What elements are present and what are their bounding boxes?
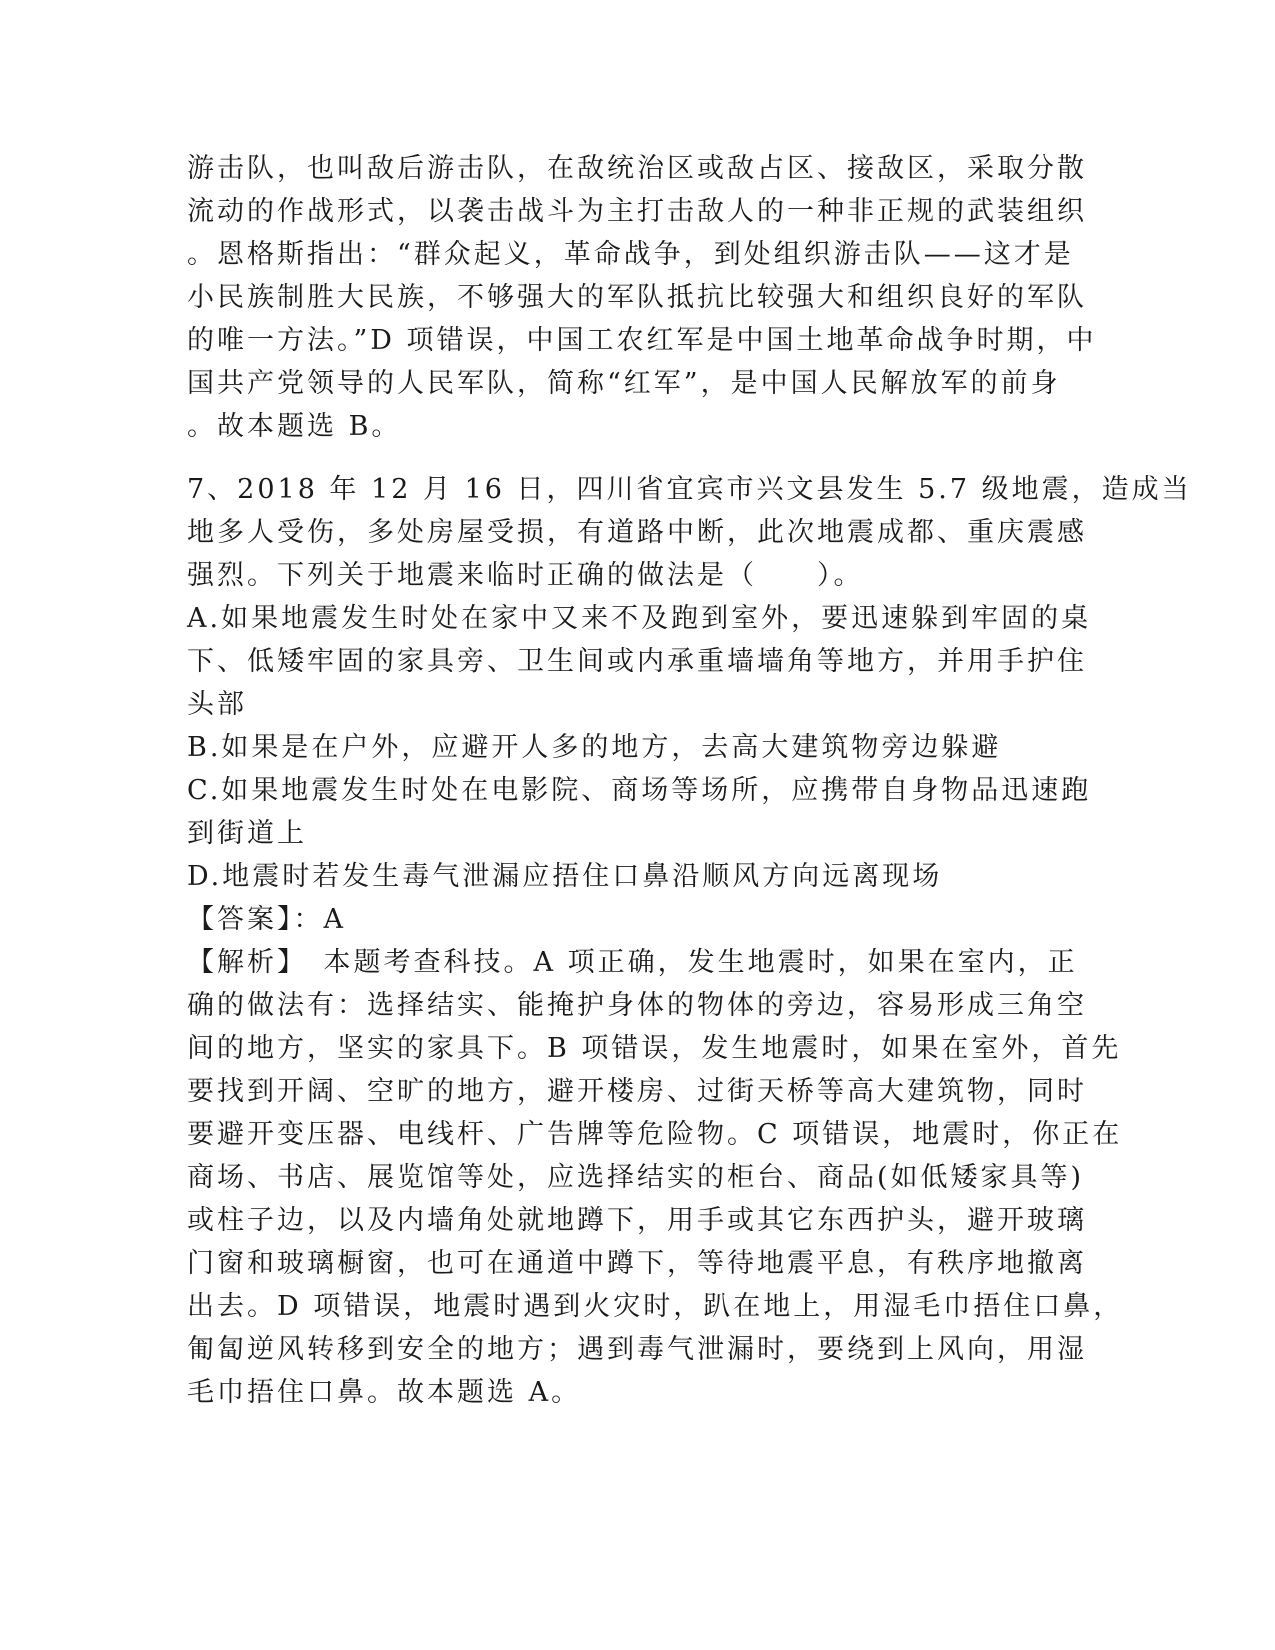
option-d xyxy=(187,855,1087,898)
text-line: 下、低矮牢固的家具旁、卫生间或内承重墙墙角等地方，并用手护住 xyxy=(187,646,1087,677)
text-line: 的唯一方法。”D 项错误，中国工农红军是中国土地革命战争时期，中 xyxy=(187,325,1097,356)
text-line: 要避开变压器、电线杆、广告牌等危险物。C 项错误，地震时，你正在 xyxy=(187,1119,1123,1150)
text-line: 或柱子边，以及内墙角处就地蹲下，用手或其它东西护头，避开玻璃 xyxy=(187,1205,1087,1236)
text-line: C.如果地震发生时处在电影院、商场等场所，应携带自身物品迅速跑 xyxy=(187,775,1092,806)
text-line: 间的地方，坚实的家具下。B 项错误，发生地震时，如果在室外，首先 xyxy=(187,1033,1122,1064)
text-line: 到街道上 xyxy=(187,818,307,849)
text-line: 强烈。下列关于地震来临时正确的做法是（ ）。 xyxy=(187,560,864,591)
text-line: 国共产党领导的人民军队，简称“红军”，是中国人民解放军的前身 xyxy=(187,368,1061,399)
text-line: 游击队，也叫敌后游击队，在敌统治区或敌占区、接敌区，采取分散 xyxy=(187,153,1087,184)
option-a xyxy=(187,597,1092,726)
text-line: 出去。D 项错误，地震时遇到火灾时，趴在地上，用湿毛巾捂住口鼻， xyxy=(187,1291,1124,1322)
text-line: 毛巾捂住口鼻。故本题选 A。 xyxy=(187,1377,582,1408)
text-line: 流动的作战形式，以袭击战斗为主打击敌人的一种非正规的武装组织 xyxy=(187,196,1087,227)
text-line: 。恩格斯指出：“群众起义，革命战争，到处组织游击队——这才是 xyxy=(187,239,1074,270)
answer xyxy=(187,898,1087,941)
text-line: 地多人受伤，多处房屋受损，有道路中断，此次地震成都、重庆震感 xyxy=(187,517,1087,548)
text-line: 头部 xyxy=(187,689,247,720)
question-7-block xyxy=(187,468,1192,1414)
option-c xyxy=(187,769,1092,855)
text-line: 【解析】 本题考查科技。A 项正确，发生地震时，如果在室内，正 xyxy=(187,947,1078,978)
answer-line: 【答案】：A xyxy=(187,904,346,935)
option-b xyxy=(187,726,1087,769)
text-line: 确的做法有：选择结实、能掩护身体的物体的旁边，容易形成三角空 xyxy=(187,990,1087,1021)
text-line: 商场、书店、展览馆等处，应选择结实的柜台、商品(如低矮家具等) xyxy=(187,1162,1085,1193)
text-line: 小民族制胜大民族，不够强大的军队抵抗比较强大和组织良好的军队 xyxy=(187,282,1087,313)
analysis xyxy=(187,941,1124,1414)
text-line: 7、2018 年 12 月 16 日，四川省宜宾市兴文县发生 5.7 级地震，造成当 xyxy=(187,474,1192,505)
text-line: 要找到开阔、空旷的地方，避开楼房、过街天桥等高大建筑物，同时 xyxy=(187,1076,1087,1107)
text-line: D.地震时若发生毒气泄漏应捂住口鼻沿顺风方向远离现场 xyxy=(187,861,943,892)
text-line: B.如果是在户外，应避开人多的地方，去高大建筑物旁边躲避 xyxy=(187,732,1002,763)
text-line: A.如果地震发生时处在家中又来不及跑到室外，要迅速躲到牢固的桌 xyxy=(187,603,1092,634)
previous-explanation-paragraph xyxy=(187,147,1097,448)
question-stem xyxy=(187,468,1192,597)
text-line: 匍匐逆风转移到安全的地方；遇到毒气泄漏时，要绕到上风向，用湿 xyxy=(187,1334,1087,1365)
text-line: 。故本题选 B。 xyxy=(187,411,402,442)
text-line: 门窗和玻璃橱窗，也可在通道中蹲下，等待地震平息，有秩序地撤离 xyxy=(187,1248,1087,1279)
